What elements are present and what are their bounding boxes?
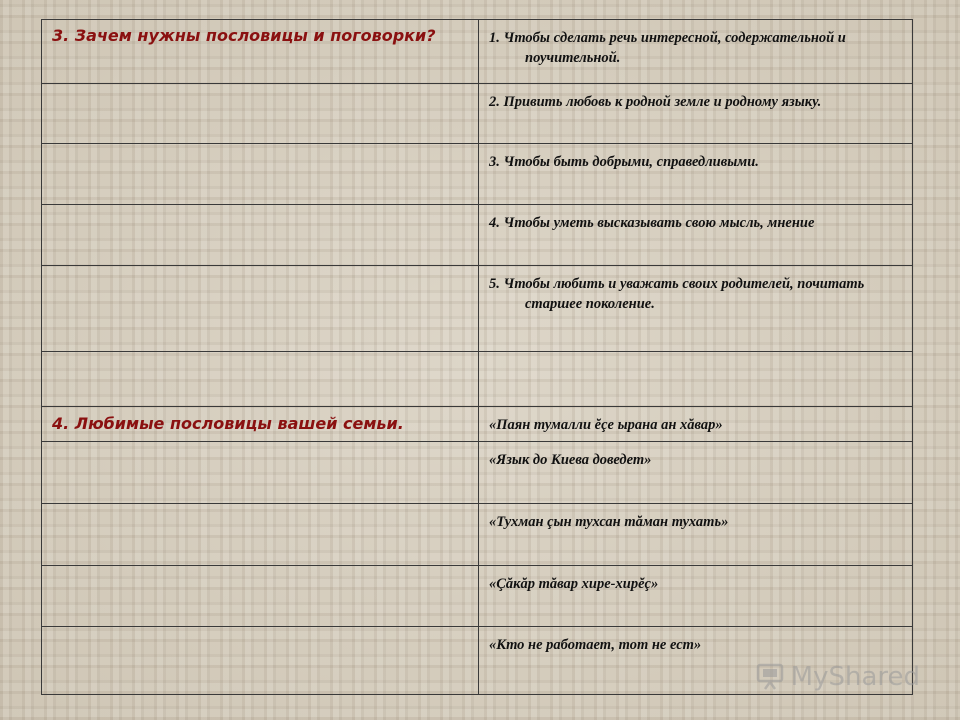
question-3-heading: 3. Зачем нужны пословицы и поговорки? [52,26,436,45]
table-cell-answer [479,266,913,352]
table-row [42,407,913,442]
table-cell-answer [479,20,913,84]
table-cell-empty [479,352,913,407]
answer-1: 1. Чтобы сделать речь интересной, содержательной и поучительной. [489,30,846,66]
proverb-5: «Кто не работает, тот не ест» [489,637,702,653]
answer-2: 2. Привить любовь к родной земле и родному языку. [489,94,822,110]
table-cell-answer [479,144,913,205]
table-cell-answer [479,205,913,266]
table-cell-empty [42,84,479,144]
table-cell-answer [479,84,913,144]
proverbs-table [41,19,913,695]
table-row [42,205,913,266]
table-cell-empty [42,266,479,352]
table-cell-empty [42,442,479,504]
table-row [42,144,913,205]
table-cell-empty [42,627,479,695]
table-row [42,566,913,627]
answer-5: 5. Чтобы любить и уважать своих родителей, почитать старшее поколение. [489,276,865,312]
proverb-4: «Çăкăр тăвар хире-хирĕç» [489,576,659,592]
question-4-heading: 4. Любимые пословицы вашей семьи. [52,414,404,433]
table-cell-proverb [479,407,913,442]
table-row [42,20,913,84]
table-cell-proverb [479,442,913,504]
proverbs-table-container [41,19,913,694]
proverb-3: «Тухман çын тухсан тăман тухать» [489,514,729,530]
presentation-screen-icon [755,662,785,692]
proverb-2: «Язык до Киева доведет» [489,452,652,468]
table-cell-proverb [479,504,913,566]
myshared-watermark [755,662,920,692]
watermark-text: MyShared [790,662,920,692]
table-cell-question [42,407,479,442]
table-row [42,266,913,352]
table-row [42,352,913,407]
table-cell-empty [42,205,479,266]
table-cell-empty [42,144,479,205]
table-row [42,84,913,144]
table-cell-question [42,20,479,84]
proverb-1: «Паян тумалли ĕçе ырана ан хăвар» [489,417,723,433]
answer-3: 3. Чтобы быть добрыми, справедливыми. [489,154,759,170]
table-cell-empty [42,566,479,627]
table-row [42,504,913,566]
table-cell-empty [42,352,479,407]
answer-4: 4. Чтобы уметь высказывать свою мысль, мнение [489,215,815,231]
table-cell-empty [42,504,479,566]
table-cell-proverb [479,566,913,627]
table-row [42,442,913,504]
